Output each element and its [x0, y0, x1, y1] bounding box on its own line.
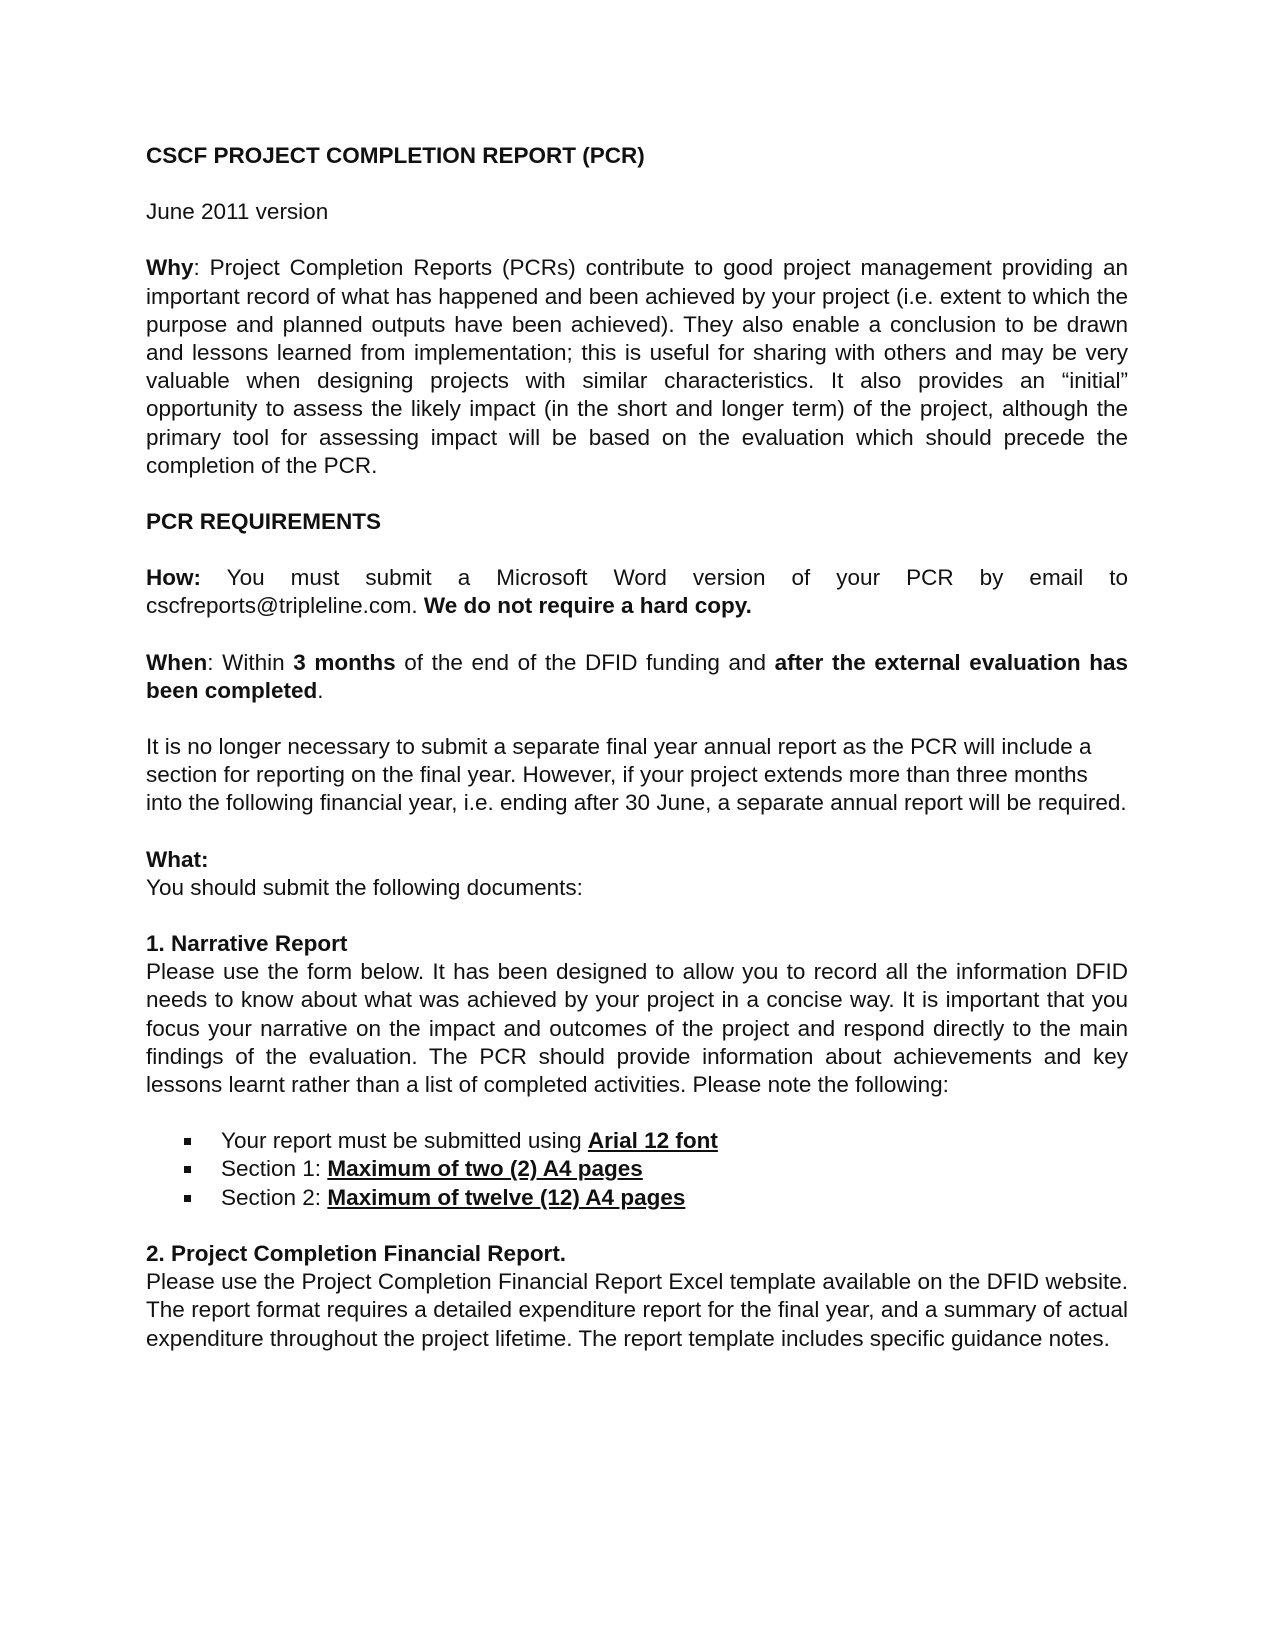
when-end: . [317, 677, 324, 703]
when-text-2: of the end of the DFID funding and [395, 649, 775, 675]
square-bullet-icon [184, 1195, 191, 1202]
requirements-list [146, 1127, 1128, 1212]
narrative-heading: 1. Narrative Report [146, 931, 348, 957]
list-item [146, 1127, 1128, 1155]
financial-heading: 2. Project Completion Financial Report. [146, 1240, 567, 1266]
list-item-prefix: Your report must be submitted using [221, 1128, 588, 1154]
document-version: June 2011 version [146, 199, 329, 225]
list-item [146, 1155, 1128, 1183]
how-emphasis: We do not require a hard copy. [423, 593, 752, 619]
how-text: You must submit a Microsoft Word version of your PCR by email to cscfreports@tripleline.com. [146, 565, 1128, 619]
list-item-prefix: Section 2: [221, 1184, 328, 1210]
when-label: When [146, 649, 208, 675]
financial-text: Please use the Project Completion Financial Report Excel template available on the DFID website. The report format requires a detailed expenditure report for the final year, and a summary of actual expenditure throughout the project lifetime. The report template includes specific guidance notes. [146, 1269, 1128, 1351]
what-text: You should submit the following documents: [146, 874, 583, 900]
how-paragraph [146, 564, 1128, 620]
annual-report-note: It is no longer necessary to submit a separate final year annual report as the PCR will include a section for reporting on the final year. However, if your project extends more than three months into the following financial year, i.e. ending after 30 June, a separate annual report will be required. [146, 734, 1127, 816]
list-item-emphasis: Arial 12 font [587, 1128, 718, 1154]
when-text-1: : Within [207, 649, 294, 675]
list-item-emphasis: Maximum of two (2) A4 pages [327, 1156, 643, 1182]
square-bullet-icon [184, 1138, 191, 1145]
why-text: : Project Completion Reports (PCRs) contribute to good project management providing an important record of what has happened and been achieved by your project (i.e. extent to which the purpose and planned outputs have been achieved). They also enable a conclusion to be drawn and lessons learned from implementation; this is useful for sharing with others and may be very valuable when designing projects with similar characteristics. It also provides an “initial” opportunity to assess the likely impact (in the short and longer term) of the project, although the primary tool for assessing impact will be based on the evaluation which should precede the completion of the PCR. [146, 255, 1128, 478]
requirements-heading: PCR REQUIREMENTS [146, 509, 382, 535]
what-label: What: [146, 846, 209, 872]
list-item-emphasis: Maximum of twelve (12) A4 pages [327, 1184, 686, 1210]
list-item-prefix: Section 1: [221, 1156, 328, 1182]
when-emphasis: after the external evaluation has been completed [146, 649, 1128, 703]
when-months: 3 months [293, 649, 396, 675]
document-page [146, 142, 1128, 1353]
when-paragraph [146, 649, 1128, 705]
list-item [146, 1184, 1128, 1212]
narrative-text: Please use the form below. It has been designed to allow you to record all the information DFID needs to know about what was achieved by your project in a concise way. It is important that you focus your narrative on the impact and outcomes of the project and respond directly to the main findings of the evaluation. The PCR should provide information about achievements and key lessons learnt rather than a list of completed activities. Please note the following: [146, 959, 1128, 1098]
document-title: CSCF PROJECT COMPLETION REPORT (PCR) [146, 143, 645, 168]
why-label: Why [146, 255, 194, 281]
how-label: How: [146, 565, 201, 591]
square-bullet-icon [184, 1166, 191, 1173]
why-paragraph [146, 254, 1128, 480]
